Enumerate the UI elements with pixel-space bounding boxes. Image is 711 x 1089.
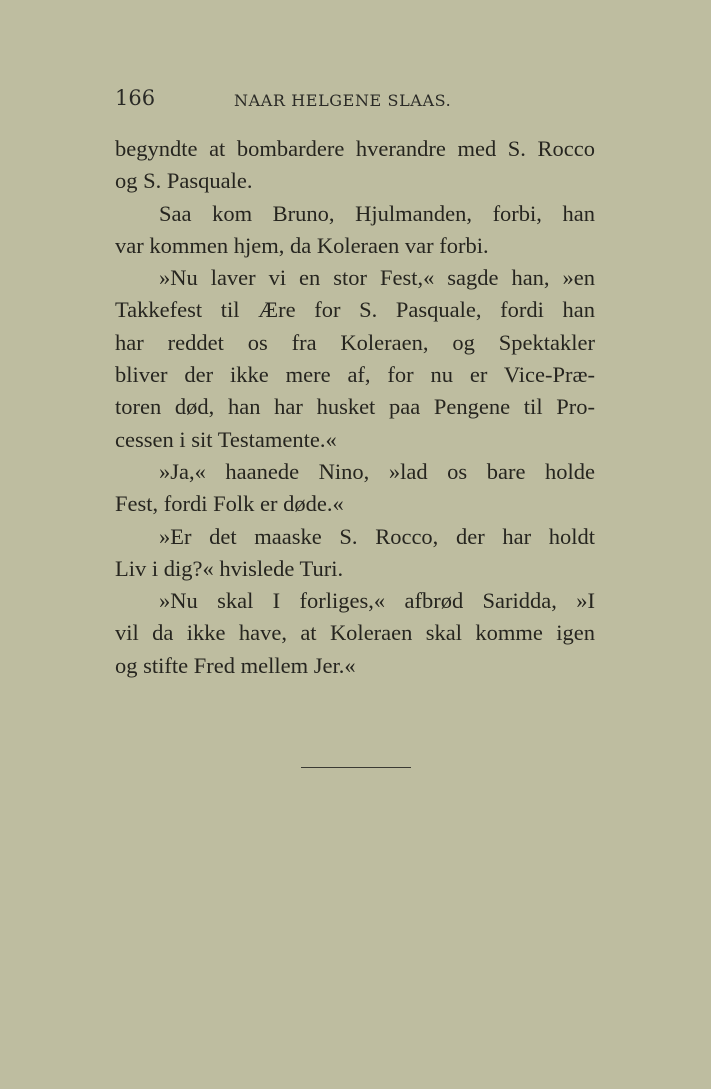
- text-line: og S. Pasquale.: [115, 168, 253, 194]
- text-line: vil da ikke have, at Koleraen skal komme igen: [115, 620, 595, 646]
- text-line: »Nu skal I forliges,« afbrød Saridda, »I: [159, 588, 595, 614]
- text-line: Saa kom Bruno, Hjulmanden, forbi, han: [159, 200, 595, 226]
- text-line: Liv i dig?« hvislede Turi.: [115, 555, 344, 581]
- text-line: »Nu laver vi en stor Fest,« sagde han, »en: [159, 265, 595, 291]
- paragraph: [115, 262, 595, 456]
- text-line: har reddet os fra Koleraen, og Spektakler: [115, 329, 595, 355]
- text-line: og stifte Fred mellem Jer.«: [115, 652, 356, 678]
- text-line: »Er det maaske S. Rocco, der har holdt: [159, 523, 595, 549]
- page-header: [115, 84, 595, 114]
- text-line: »Ja,« haanede Nino, »lad os bare holde: [159, 458, 595, 484]
- paragraph: [115, 521, 595, 586]
- text-line: toren død, han har husket paa Pengene til Pro-: [115, 394, 595, 420]
- text-line: bliver der ikke mere af, for nu er Vice-Præ-: [115, 362, 595, 388]
- text-line: Takkefest til Ære for S. Pasquale, fordi han: [115, 297, 595, 323]
- paragraph: [115, 456, 595, 521]
- paragraph: [115, 585, 595, 682]
- page-number: 166: [115, 86, 156, 110]
- body-text: [115, 133, 595, 682]
- text-line: cessen i sit Testamente.«: [115, 426, 337, 452]
- paragraph: [115, 133, 595, 198]
- text-line: Fest, fordi Folk er døde.«: [115, 491, 344, 517]
- text-line: var kommen hjem, da Koleraen var forbi.: [115, 232, 489, 258]
- running-title: NAAR HELGENE SLAAS.: [234, 91, 452, 110]
- text-line: begyndte at bombardere hverandre med S. Rocco: [115, 136, 595, 161]
- section-divider: [301, 767, 411, 768]
- paragraph: [115, 198, 595, 263]
